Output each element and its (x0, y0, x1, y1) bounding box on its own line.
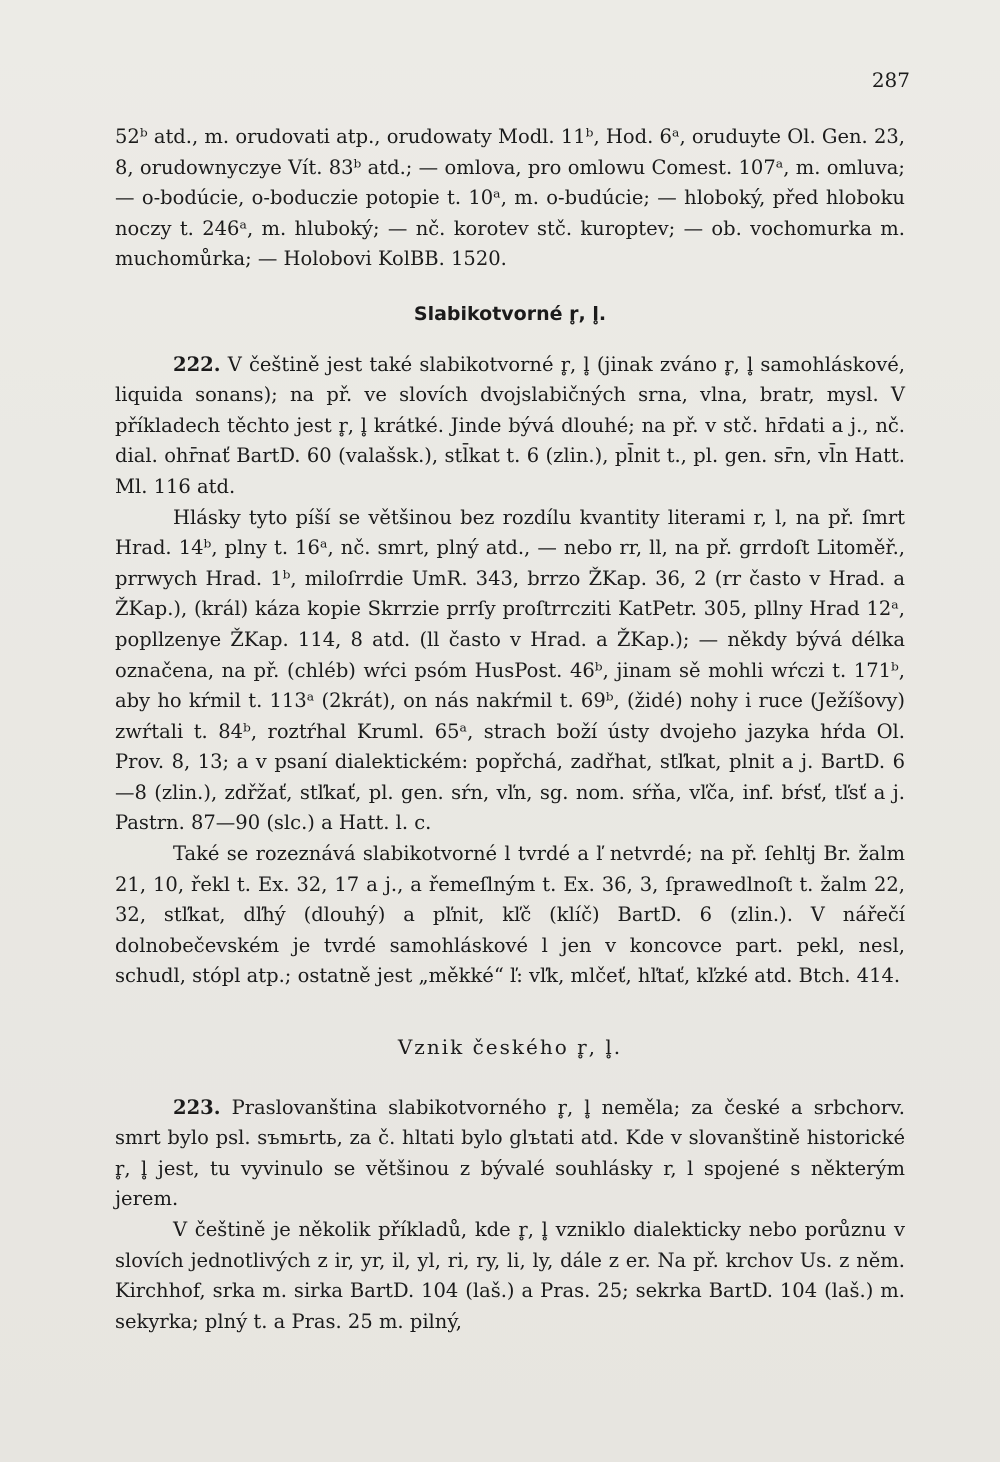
page-body (115, 122, 905, 1337)
paragraph-223-1-text: Praslovanština slabikotvorného r̥, l̥ neměla; za české a srbchorv. smrt bylo psl. sъmьrtь, za č. hltati bylo glъtati atd. Kde v slovanštině historické r̥, l̥ jest, tu vyvinulo se většinou z bývalé souhlásky r, l spojené s některým jerem. (115, 1095, 906, 1211)
page-number: 287 (871, 68, 910, 92)
section-heading-syllabic: Slabikotvorné r̥, l̥. (413, 302, 607, 325)
paragraph-222-1 (115, 350, 905, 503)
paragraph-223-1 (115, 1093, 905, 1215)
section-number-222: 222. (173, 352, 221, 376)
paragraph-222-2: Hlásky tyto píší se většinou bez rozdílu kvantity literami r, l, na př. ſmrt Hrad. 14ᵇ, plny t. 16ᵃ, nč. smrt, plný atd., — nebo rr, ll, na př. grrdoſt Litoměř., prrwych Hrad. 1ᵇ, miloſrrdie UmR. 343, brrzo ŽKap. 36, 2 (rr často v Hrad. a ŽKap.), (král) káza kopie Skrrzie prrſy proſtrrcziti KatPetr. 305, pllny Hrad 12ᵃ, popllzenye ŽKap. 114, 8 atd. (ll často v Hrad. a ŽKap.); — někdy bývá délka označena, na př. (chléb) wŕci psóm HusPost. 46ᵇ, jinam sě mohli wŕczi t. 171ᵇ, aby ho kŕmil t. 113ᵃ (2krát), on nás nakŕmil t. 69ᵇ, (židé) nohy i ruce (Ježíšovy) zwŕtali t. 84ᵇ, roztŕhal Kruml. 65ᵃ, strach boží ústy dvojeho jazyka hŕda Ol. Prov. 8, 13; a v psaní dialektickém: popřchá, zadřhat, stľkat, plnit a j. BartD. 6—8 (zlin.), zdřžať, stľkať, pl. gen. sŕn, vľn, sg. nom. sŕňa, vľča, inf. bŕsť, tľsť a j. Pastrn. 87—90 (slc.) a Hatt. l. c. (115, 505, 905, 835)
paragraph-223-2: V češtině je několik příkladů, kde r̥, l̥ vzniklo dialekticky nebo porůznu v slovích jednotlivých z ir, yr, il, yl, ri, ry, li, ly, dále z er. Na př. krchov Us. z něm. Kirchhof, srka m. sirka BartD. 104 (laš.) a Pras. 25; sekrka BartD. 104 (laš.) m. sekyrka; plný t. a Pras. 25 m. pilný, (115, 1218, 905, 1333)
paragraph-continuation: 52ᵇ atd., m. orudovati atp., orudowaty Modl. 11ᵇ, Hod. 6ᵃ, oruduyte Ol. Gen. 23, 8, orudownyczye Vít. 83ᵇ atd.; — omlova, pro omlowu Comest. 107ᵃ, m. omluva; — o-bodúcie, o-boduczie potopie t. 10ᵃ, m. o-budúcie; — hloboký, před hloboku noczy t. 246ᵃ, m. hluboký; — nč. korotev stč. kuroptev; — ob. vochomurka m. muchomůrka; — Holobovi KolBB. 1520. (115, 125, 905, 271)
section-heading-origin: Vznik českého r̥, l̥. (397, 1035, 623, 1060)
paragraph-222-3: Také se rozeznává slabikotvorné l tvrdé a ľ netvrdé; na př. ſehltj Br. žalm 21, 10, řekl t. Ex. 32, 17 a j., a řemeſlným t. Ex. 36, 3, ſprawedlnoſt t. žalm 22, 32, stľkat, dľhý (dlouhý) a pľnit, kľč (klíč) BartD. 6 (zlin.). V nářečí dolnobečevském je tvrdé samohláskové l jen v koncovce part. pekl, nesl, schudl, stópl atp.; ostatně jest „měkké“ ľ: vľk, mlčeť, hľtať, kľzké atd. Btch. 414. (115, 842, 905, 988)
section-number-223: 223. (173, 1095, 221, 1119)
paragraph-222-1-text: V češtině jest také slabikotvorné r̥, l̥ (jinak zváno r̥, l̥ samohláskové, liquida sonans); na př. ve slovích dvojslabičných srna, vlna, bratr, mysl. V příkladech těchto jest r̥, l̥ krátké. Jinde bývá dlouhé; na př. v stč. hr̄dati a j., nč. dial. ohr̄nať BartD. 60 (valašsk.), stl̄kat t. 6 (zlin.), pl̄nit t., pl. gen. sr̄n, vl̄n Hatt. Ml. 116 atd. (115, 352, 905, 498)
